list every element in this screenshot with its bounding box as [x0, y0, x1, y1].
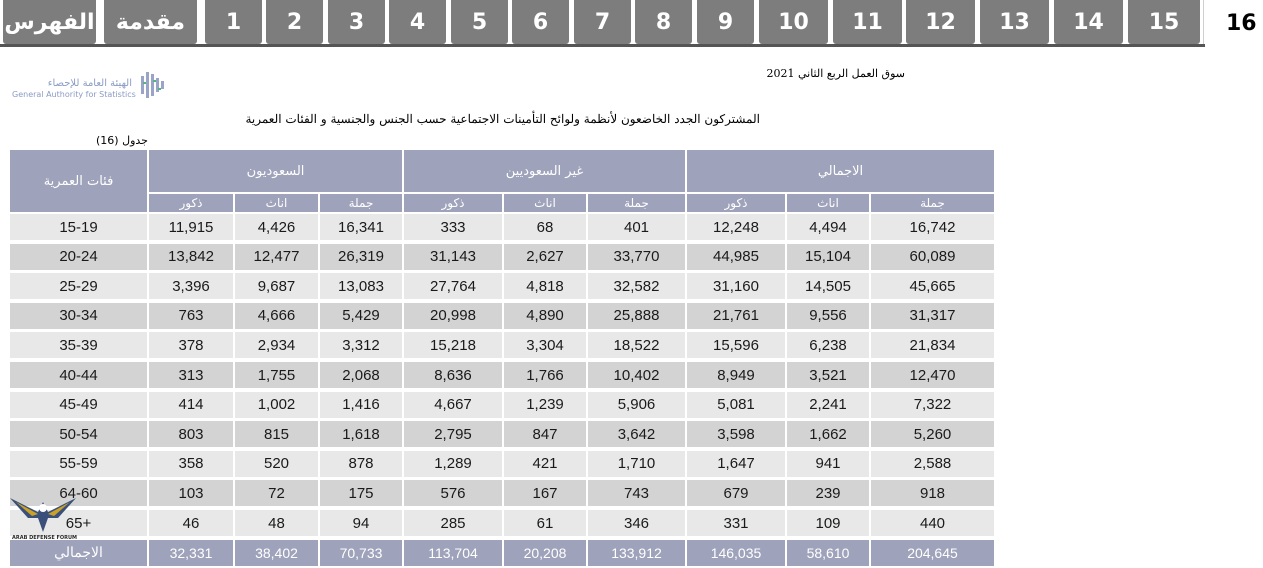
tab-underline: [0, 44, 1205, 47]
cell-age: 50-54: [10, 421, 149, 449]
cell-total-males: 31,160: [687, 273, 787, 301]
tab-15[interactable]: 15: [1128, 0, 1200, 44]
age-header: فئات العمرية: [10, 150, 149, 212]
cell-saudi-subtotal: 1,618: [320, 421, 404, 449]
tab-3[interactable]: 3: [328, 0, 385, 44]
cell-nonsaudi-subtotal: 10,402: [588, 362, 687, 390]
cell-total-females: 941: [787, 451, 871, 479]
tab-16-active[interactable]: 16: [1203, 0, 1263, 47]
cell-total-females: 6,238: [787, 332, 871, 360]
tab-12[interactable]: 12: [906, 0, 975, 44]
cell-total-females: 58,610: [787, 540, 871, 568]
cell-saudi-females: 38,402: [235, 540, 320, 568]
cell-saudi-females: 72: [235, 480, 320, 508]
cell-nonsaudi-males: 31,143: [404, 244, 504, 272]
watermark-text: ARAB DEFENSE FORUM: [12, 535, 78, 541]
cell-saudi-subtotal: 2,068: [320, 362, 404, 390]
cell-saudi-subtotal: 70,733: [320, 540, 404, 568]
cell-saudi-females: 48: [235, 510, 320, 538]
cell-nonsaudi-subtotal: 743: [588, 480, 687, 508]
gastat-logo: [12, 70, 172, 106]
cell-age: الاجمالي: [10, 540, 149, 568]
cell-saudi-females: 815: [235, 421, 320, 449]
cell-age: 55-59: [10, 451, 149, 479]
tab-9[interactable]: 9: [697, 0, 754, 44]
cell-saudi-females: 4,666: [235, 303, 320, 331]
cell-age: 64-60: [10, 480, 149, 508]
group-header-total: الاجمالي: [687, 150, 994, 192]
subheader-subtotal: جملة: [588, 192, 687, 212]
logo-english-name: General Authority for Statistics: [12, 90, 136, 99]
table-row: [10, 214, 994, 242]
cell-nonsaudi-females: 61: [504, 510, 588, 538]
report-subtitle: سوق العمل الربع الثاني 2021: [766, 67, 905, 80]
cell-saudi-subtotal: 5,429: [320, 303, 404, 331]
cell-saudi-subtotal: 3,312: [320, 332, 404, 360]
cell-nonsaudi-males: 4,667: [404, 392, 504, 420]
cell-nonsaudi-males: 576: [404, 480, 504, 508]
table-row: [10, 392, 994, 420]
cell-total-subtotal: 21,834: [871, 332, 994, 360]
cell-total-males: 44,985: [687, 244, 787, 272]
tab-index[interactable]: الفهرس: [3, 0, 96, 44]
cell-total-males: 15,596: [687, 332, 787, 360]
cell-saudi-females: 4,426: [235, 214, 320, 242]
table-row: [10, 510, 994, 538]
cell-total-males: 331: [687, 510, 787, 538]
cell-nonsaudi-females: 20,208: [504, 540, 588, 568]
tab-introduction[interactable]: مقدمة: [104, 0, 197, 44]
cell-age: 40-44: [10, 362, 149, 390]
cell-nonsaudi-males: 285: [404, 510, 504, 538]
cell-total-males: 1,647: [687, 451, 787, 479]
table-row: [10, 303, 994, 331]
cell-nonsaudi-females: 4,890: [504, 303, 588, 331]
tab-7[interactable]: 7: [574, 0, 631, 44]
tab-10[interactable]: 10: [759, 0, 828, 44]
cell-nonsaudi-females: 421: [504, 451, 588, 479]
cell-nonsaudi-females: 68: [504, 214, 588, 242]
cell-saudi-males: 313: [149, 362, 235, 390]
group-header-non-saudis: غير السعوديين: [404, 150, 687, 192]
table-row: [10, 421, 994, 449]
cell-saudi-males: 32,331: [149, 540, 235, 568]
table-title: المشتركون الجدد الخاضعون لأنظمة ولوائح التأمينات الاجتماعية حسب الجنس والجنسية و الفئات العمرية: [245, 112, 760, 126]
cell-total-females: 239: [787, 480, 871, 508]
subheader-subtotal: جملة: [871, 192, 994, 212]
cell-saudi-males: 378: [149, 332, 235, 360]
subheader-females: اناث: [504, 192, 588, 212]
logo-arabic-name: الهيئة العامة للإحصاء: [47, 78, 132, 89]
subheader-males: ذكور: [404, 192, 504, 212]
tab-4[interactable]: 4: [389, 0, 446, 44]
cell-nonsaudi-males: 333: [404, 214, 504, 242]
cell-total-subtotal: 918: [871, 480, 994, 508]
cell-nonsaudi-subtotal: 3,642: [588, 421, 687, 449]
cell-nonsaudi-females: 3,304: [504, 332, 588, 360]
table-row: [10, 332, 994, 360]
cell-saudi-males: 803: [149, 421, 235, 449]
cell-saudi-males: 46: [149, 510, 235, 538]
cell-total-males: 12,248: [687, 214, 787, 242]
cell-nonsaudi-males: 2,795: [404, 421, 504, 449]
cell-total-subtotal: 60,089: [871, 244, 994, 272]
cell-saudi-subtotal: 1,416: [320, 392, 404, 420]
cell-nonsaudi-males: 8,636: [404, 362, 504, 390]
cell-total-males: 21,761: [687, 303, 787, 331]
table-row: [10, 244, 994, 272]
cell-nonsaudi-subtotal: 25,888: [588, 303, 687, 331]
subheader-subtotal: جملة: [320, 192, 404, 212]
cell-total-females: 15,104: [787, 244, 871, 272]
tab-2[interactable]: 2: [266, 0, 323, 44]
cell-nonsaudi-females: 1,766: [504, 362, 588, 390]
cell-nonsaudi-males: 20,998: [404, 303, 504, 331]
tab-6[interactable]: 6: [512, 0, 569, 44]
cell-saudi-males: 763: [149, 303, 235, 331]
cell-total-females: 1,662: [787, 421, 871, 449]
cell-saudi-males: 3,396: [149, 273, 235, 301]
cell-saudi-subtotal: 175: [320, 480, 404, 508]
table-row: [10, 362, 994, 390]
cell-saudi-females: 1,755: [235, 362, 320, 390]
cell-total-females: 9,556: [787, 303, 871, 331]
subscribers-table: [10, 150, 994, 561]
cell-total-subtotal: 440: [871, 510, 994, 538]
cell-total-males: 146,035: [687, 540, 787, 568]
gastat-logo-icon: [138, 70, 168, 102]
eagle-emblem-icon: [8, 488, 78, 536]
cell-saudi-females: 2,934: [235, 332, 320, 360]
cell-nonsaudi-males: 27,764: [404, 273, 504, 301]
cell-age: 65+: [10, 510, 149, 538]
cell-age: 20-24: [10, 244, 149, 272]
cell-total-females: 14,505: [787, 273, 871, 301]
cell-saudi-males: 13,842: [149, 244, 235, 272]
cell-saudi-subtotal: 26,319: [320, 244, 404, 272]
cell-saudi-subtotal: 94: [320, 510, 404, 538]
tab-13[interactable]: 13: [980, 0, 1049, 44]
cell-nonsaudi-subtotal: 33,770: [588, 244, 687, 272]
table-row: [10, 273, 994, 301]
cell-nonsaudi-subtotal: 18,522: [588, 332, 687, 360]
cell-nonsaudi-subtotal: 133,912: [588, 540, 687, 568]
cell-saudi-males: 103: [149, 480, 235, 508]
cell-nonsaudi-females: 4,818: [504, 273, 588, 301]
cell-nonsaudi-females: 2,627: [504, 244, 588, 272]
cell-nonsaudi-subtotal: 5,906: [588, 392, 687, 420]
table-row: [10, 480, 994, 508]
cell-total-subtotal: 31,317: [871, 303, 994, 331]
cell-total-females: 109: [787, 510, 871, 538]
cell-total-subtotal: 204,645: [871, 540, 994, 568]
cell-age: 25-29: [10, 273, 149, 301]
cell-age: 15-19: [10, 214, 149, 242]
cell-nonsaudi-females: 1,239: [504, 392, 588, 420]
tab-8[interactable]: 8: [635, 0, 692, 44]
cell-nonsaudi-females: 167: [504, 480, 588, 508]
cell-nonsaudi-subtotal: 401: [588, 214, 687, 242]
cell-saudi-males: 414: [149, 392, 235, 420]
cell-saudi-subtotal: 878: [320, 451, 404, 479]
cell-saudi-subtotal: 16,341: [320, 214, 404, 242]
table-number: جدول (16): [96, 134, 148, 147]
cell-nonsaudi-subtotal: 32,582: [588, 273, 687, 301]
cell-total-subtotal: 2,588: [871, 451, 994, 479]
cell-total-males: 8,949: [687, 362, 787, 390]
cell-age: 35-39: [10, 332, 149, 360]
tab-11[interactable]: 11: [833, 0, 902, 44]
cell-nonsaudi-females: 847: [504, 421, 588, 449]
cell-age: 30-34: [10, 303, 149, 331]
cell-total-subtotal: 7,322: [871, 392, 994, 420]
group-header-saudis: السعوديون: [149, 150, 404, 192]
table-total-row: [10, 540, 994, 568]
cell-nonsaudi-males: 15,218: [404, 332, 504, 360]
cell-total-males: 679: [687, 480, 787, 508]
cell-total-males: 3,598: [687, 421, 787, 449]
cell-saudi-females: 12,477: [235, 244, 320, 272]
cell-nonsaudi-males: 113,704: [404, 540, 504, 568]
cell-saudi-females: 9,687: [235, 273, 320, 301]
subheader-females: اناث: [235, 192, 320, 212]
cell-saudi-females: 520: [235, 451, 320, 479]
cell-total-females: 3,521: [787, 362, 871, 390]
cell-saudi-males: 11,915: [149, 214, 235, 242]
cell-age: 45-49: [10, 392, 149, 420]
sheet-tab-bar: [0, 0, 1257, 47]
cell-total-subtotal: 5,260: [871, 421, 994, 449]
cell-total-females: 2,241: [787, 392, 871, 420]
cell-saudi-males: 358: [149, 451, 235, 479]
cell-total-males: 5,081: [687, 392, 787, 420]
tab-1[interactable]: 1: [205, 0, 262, 44]
cell-total-subtotal: 45,665: [871, 273, 994, 301]
cell-nonsaudi-males: 1,289: [404, 451, 504, 479]
cell-total-subtotal: 12,470: [871, 362, 994, 390]
tab-14[interactable]: 14: [1054, 0, 1123, 44]
cell-total-subtotal: 16,742: [871, 214, 994, 242]
cell-total-females: 4,494: [787, 214, 871, 242]
tab-5[interactable]: 5: [451, 0, 508, 44]
table-row: [10, 451, 994, 479]
subheader-females: اناث: [787, 192, 871, 212]
cell-nonsaudi-subtotal: 346: [588, 510, 687, 538]
subheader-males: ذكور: [149, 192, 235, 212]
cell-saudi-females: 1,002: [235, 392, 320, 420]
cell-saudi-subtotal: 13,083: [320, 273, 404, 301]
subheader-males: ذكور: [687, 192, 787, 212]
forum-watermark: [8, 488, 84, 558]
cell-nonsaudi-subtotal: 1,710: [588, 451, 687, 479]
